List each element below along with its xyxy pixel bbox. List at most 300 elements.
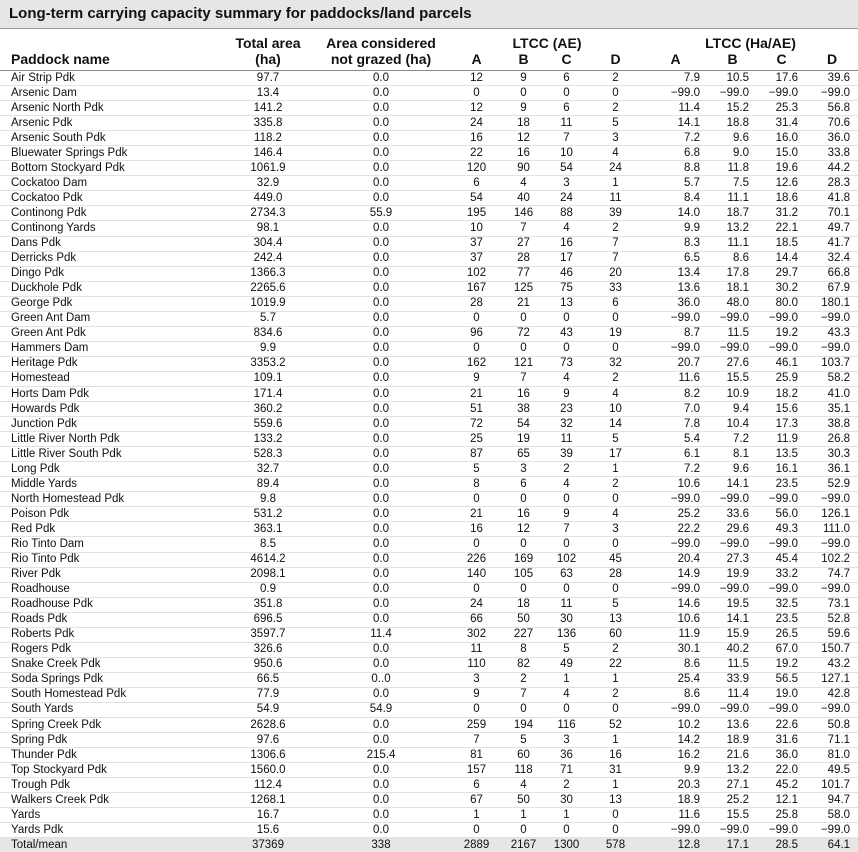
cell-ha-c: 17.6 [757,71,806,86]
cell-not-grazed-area: 11.4 [311,627,451,642]
cell-not-grazed-area: 0.0 [311,131,451,146]
cell-not-grazed-area: 0.0 [311,808,451,823]
cell-not-grazed-area: 0.0 [311,221,451,236]
cell-ae-c: 49 [545,657,588,672]
cell-not-grazed-area: 0.0 [311,371,451,386]
cell-paddock-name: Derricks Pdk [0,251,225,266]
cell-ae-c: 2 [545,778,588,793]
cell-ae-a: 11 [451,642,502,657]
cell-ha-b: 15.9 [708,627,757,642]
cell-paddock-name: Bluewater Springs Pdk [0,146,225,161]
cell-ae-c: 54 [545,161,588,176]
cell-ha-b: 8.1 [708,447,757,462]
cell-ha-d: 35.1 [806,402,858,417]
cell-ha-c: −99.0 [757,341,806,356]
cell-ha-a: 8.6 [643,657,708,672]
cell-total-area: 335.8 [225,116,311,131]
cell-total-area: 2628.6 [225,718,311,733]
cell-total-area: 9.8 [225,492,311,507]
cell-ha-b: 10.4 [708,417,757,432]
cell-ae-d: 0 [588,492,643,507]
cell-ha-a: 7.0 [643,402,708,417]
cell-ae-c: 73 [545,356,588,371]
cell-not-grazed-area: 0.0 [311,612,451,627]
cell-ha-d: 50.8 [806,718,858,733]
cell-ae-a: 9 [451,371,502,386]
cell-ha-c: 22.0 [757,763,806,778]
cell-ha-c: 56.0 [757,507,806,522]
header-ha-c: C [757,51,806,71]
cell-ha-b: −99.0 [708,537,757,552]
cell-ae-b: 0 [502,492,545,507]
cell-ae-b: 19 [502,432,545,447]
cell-paddock-name: Howards Pdk [0,402,225,417]
cell-not-grazed-area: 0.0 [311,71,451,86]
cell-ha-d: 71.1 [806,733,858,748]
cell-total-area: 109.1 [225,371,311,386]
cell-paddock-name: Green Ant Pdk [0,326,225,341]
cell-ha-c: −99.0 [757,492,806,507]
cell-paddock-name: Rio Tinto Pdk [0,552,225,567]
table-row [0,266,858,281]
cell-ha-b: −99.0 [708,341,757,356]
cell-ha-d: 81.0 [806,748,858,763]
cell-not-grazed-area: 0.0 [311,146,451,161]
cell-not-grazed-area: 0.0 [311,522,451,537]
table-row [0,206,858,221]
cell-ha-d: 36.1 [806,462,858,477]
cell-ha-b: 15.2 [708,101,757,116]
cell-ha-d: −99.0 [806,582,858,597]
cell-ha-c: 36.0 [757,748,806,763]
cell-ha-d: 101.7 [806,778,858,793]
cell-ae-a: 5 [451,462,502,477]
cell-ae-d: 2 [588,687,643,702]
cell-not-grazed-area: 338 [311,838,451,852]
cell-not-grazed-area: 0.0 [311,176,451,191]
table-title: Long-term carrying capacity summary for paddocks/land parcels [0,0,858,29]
cell-ae-b: 7 [502,371,545,386]
cell-ha-c: −99.0 [757,702,806,717]
cell-paddock-name: Trough Pdk [0,778,225,793]
cell-paddock-name: Continong Yards [0,221,225,236]
cell-ae-a: 6 [451,778,502,793]
cell-ae-d: 11 [588,191,643,206]
cell-ha-a: 5.4 [643,432,708,447]
cell-ha-b: −99.0 [708,582,757,597]
cell-ae-b: 0 [502,86,545,101]
cell-ae-c: 1 [545,672,588,687]
cell-ha-a: 13.4 [643,266,708,281]
cell-paddock-name: Horts Dam Pdk [0,386,225,401]
cell-ae-b: 50 [502,793,545,808]
cell-not-grazed-area: 0.0 [311,161,451,176]
cell-ae-d: 2 [588,642,643,657]
cell-total-area: 146.4 [225,146,311,161]
cell-ae-b: 9 [502,101,545,116]
cell-ae-b: 169 [502,552,545,567]
cell-ha-c: 19.2 [757,657,806,672]
cell-total-area: 559.6 [225,417,311,432]
cell-ha-c: 16.0 [757,131,806,146]
cell-ha-c: 32.5 [757,597,806,612]
cell-ha-c: 18.6 [757,191,806,206]
cell-ae-d: 33 [588,281,643,296]
cell-total-area: 449.0 [225,191,311,206]
cell-ae-d: 39 [588,206,643,221]
cell-ha-a: 5.7 [643,176,708,191]
cell-ae-c: 6 [545,71,588,86]
cell-ha-a: 18.9 [643,793,708,808]
cell-ha-b: 10.9 [708,386,757,401]
cell-total-area: 834.6 [225,326,311,341]
cell-paddock-name: Roadhouse Pdk [0,597,225,612]
cell-ha-c: 14.4 [757,251,806,266]
cell-ae-a: 81 [451,748,502,763]
cell-ha-a: 16.2 [643,748,708,763]
cell-not-grazed-area: 0.0 [311,236,451,251]
cell-ae-d: 5 [588,432,643,447]
cell-ha-a: −99.0 [643,86,708,101]
table-row [0,748,858,763]
cell-ha-c: 29.7 [757,266,806,281]
total-row [0,838,858,852]
cell-ha-a: 30.1 [643,642,708,657]
cell-ae-c: 3 [545,176,588,191]
cell-ha-b: 9.0 [708,146,757,161]
cell-ha-d: 180.1 [806,296,858,311]
cell-total-area: 66.5 [225,672,311,687]
cell-ha-c: 18.2 [757,386,806,401]
cell-ae-d: 4 [588,386,643,401]
cell-ae-c: 17 [545,251,588,266]
cell-ae-a: 16 [451,131,502,146]
cell-ae-a: 24 [451,116,502,131]
cell-paddock-name: Total/mean [0,838,225,852]
cell-ae-c: 43 [545,326,588,341]
cell-ha-c: 19.0 [757,687,806,702]
cell-ae-b: 227 [502,627,545,642]
cell-ha-a: 11.9 [643,627,708,642]
cell-total-area: 1560.0 [225,763,311,778]
cell-ae-a: 7 [451,733,502,748]
cell-ha-d: 126.1 [806,507,858,522]
cell-ha-a: 7.2 [643,131,708,146]
cell-ae-c: 1 [545,808,588,823]
cell-ae-b: 40 [502,191,545,206]
cell-ha-b: 33.9 [708,672,757,687]
cell-total-area: 304.4 [225,236,311,251]
cell-ae-a: 22 [451,146,502,161]
cell-ae-b: 18 [502,597,545,612]
cell-total-area: 4614.2 [225,552,311,567]
cell-ae-d: 32 [588,356,643,371]
cell-not-grazed-area: 0.0 [311,778,451,793]
cell-paddock-name: Cockatoo Dam [0,176,225,191]
cell-paddock-name: Soda Springs Pdk [0,672,225,687]
cell-ae-c: 24 [545,191,588,206]
table-row [0,462,858,477]
cell-ha-d: 64.1 [806,838,858,852]
cell-ae-b: 0 [502,702,545,717]
cell-ae-d: 24 [588,161,643,176]
cell-ae-b: 82 [502,657,545,672]
cell-total-area: 16.7 [225,808,311,823]
cell-ha-b: 13.6 [708,718,757,733]
cell-paddock-name: Continong Pdk [0,206,225,221]
cell-ae-c: 46 [545,266,588,281]
cell-ha-a: 13.6 [643,281,708,296]
cell-not-grazed-area: 0.0 [311,266,451,281]
cell-paddock-name: Middle Yards [0,477,225,492]
cell-ae-c: 13 [545,296,588,311]
cell-ha-d: 41.8 [806,191,858,206]
cell-ha-d: 52.8 [806,612,858,627]
cell-not-grazed-area: 0.0 [311,417,451,432]
cell-total-area: 89.4 [225,477,311,492]
cell-not-grazed-area: 0.0 [311,447,451,462]
cell-paddock-name: Red Pdk [0,522,225,537]
cell-ae-b: 50 [502,612,545,627]
cell-ae-b: 0 [502,341,545,356]
cell-ha-c: 19.2 [757,326,806,341]
cell-not-grazed-area: 55.9 [311,206,451,221]
table-row [0,492,858,507]
cell-ha-a: 25.2 [643,507,708,522]
header-not-grazed-line1: Area considered [311,29,451,51]
cell-ae-b: 18 [502,116,545,131]
cell-ae-b: 72 [502,326,545,341]
cell-ae-d: 3 [588,522,643,537]
cell-ae-c: 4 [545,687,588,702]
cell-not-grazed-area: 0.0 [311,492,451,507]
cell-ae-a: 24 [451,597,502,612]
table-row [0,763,858,778]
cell-ha-b: 18.1 [708,281,757,296]
cell-ha-d: 58.2 [806,371,858,386]
cell-paddock-name: Yards [0,808,225,823]
cell-ae-d: 14 [588,417,643,432]
cell-ha-d: 67.9 [806,281,858,296]
cell-paddock-name: Spring Pdk [0,733,225,748]
header-ha-a: A [643,51,708,71]
cell-ha-b: 10.5 [708,71,757,86]
cell-ae-c: 7 [545,522,588,537]
cell-ae-a: 110 [451,657,502,672]
cell-ha-d: 28.3 [806,176,858,191]
cell-not-grazed-area: 0.0 [311,116,451,131]
cell-ha-a: 20.7 [643,356,708,371]
cell-paddock-name: Duckhole Pdk [0,281,225,296]
cell-ha-a: 14.0 [643,206,708,221]
cell-not-grazed-area: 0.0 [311,386,451,401]
cell-ae-d: 20 [588,266,643,281]
cell-paddock-name: Dans Pdk [0,236,225,251]
cell-ha-b: 15.5 [708,808,757,823]
cell-ha-a: 10.2 [643,718,708,733]
cell-ha-a: 14.6 [643,597,708,612]
cell-ae-c: 23 [545,402,588,417]
cell-ae-a: 66 [451,612,502,627]
cell-not-grazed-area: 0.0 [311,326,451,341]
cell-ha-a: 6.8 [643,146,708,161]
cell-ae-d: 1 [588,462,643,477]
cell-ae-c: 75 [545,281,588,296]
cell-paddock-name: Long Pdk [0,462,225,477]
cell-paddock-name: Little River North Pdk [0,432,225,447]
cell-ae-a: 12 [451,101,502,116]
cell-not-grazed-area: 0.0 [311,687,451,702]
cell-total-area: 118.2 [225,131,311,146]
cell-ae-d: 60 [588,627,643,642]
cell-ae-d: 28 [588,567,643,582]
table-row [0,733,858,748]
cell-paddock-name: Heritage Pdk [0,356,225,371]
cell-ha-c: 28.5 [757,838,806,852]
cell-ha-c: 25.3 [757,101,806,116]
cell-ae-b: 12 [502,131,545,146]
cell-ae-a: 25 [451,432,502,447]
cell-ha-a: 8.3 [643,236,708,251]
cell-ha-a: 14.9 [643,567,708,582]
cell-paddock-name: South Homestead Pdk [0,687,225,702]
cell-total-area: 1061.9 [225,161,311,176]
cell-ae-c: 11 [545,597,588,612]
cell-ae-b: 0 [502,823,545,838]
cell-ae-b: 125 [502,281,545,296]
cell-total-area: 9.9 [225,341,311,356]
cell-total-area: 2098.1 [225,567,311,582]
cell-ae-a: 72 [451,417,502,432]
cell-paddock-name: Arsenic North Pdk [0,101,225,116]
cell-ae-b: 60 [502,748,545,763]
cell-ae-c: 39 [545,447,588,462]
cell-paddock-name: Dingo Pdk [0,266,225,281]
cell-ae-c: 0 [545,86,588,101]
cell-ha-c: 33.2 [757,567,806,582]
cell-ae-a: 8 [451,477,502,492]
table-row [0,356,858,371]
cell-ae-a: 102 [451,266,502,281]
cell-ha-d: 127.1 [806,672,858,687]
cell-total-area: 950.6 [225,657,311,672]
cell-ha-d: 44.2 [806,161,858,176]
cell-total-area: 2734.3 [225,206,311,221]
cell-paddock-name: Spring Creek Pdk [0,718,225,733]
cell-total-area: 98.1 [225,221,311,236]
cell-ha-d: 30.3 [806,447,858,462]
cell-ha-c: 25.8 [757,808,806,823]
cell-ha-c: 17.3 [757,417,806,432]
cell-ae-b: 194 [502,718,545,733]
cell-ae-a: 0 [451,702,502,717]
cell-ha-c: 11.9 [757,432,806,447]
cell-total-area: 531.2 [225,507,311,522]
cell-ae-d: 19 [588,326,643,341]
cell-ha-c: 45.4 [757,552,806,567]
cell-ae-b: 54 [502,417,545,432]
table-row [0,537,858,552]
cell-ha-b: 8.6 [708,251,757,266]
cell-ha-c: 25.9 [757,371,806,386]
cell-ae-d: 7 [588,251,643,266]
cell-not-grazed-area: 0.0 [311,341,451,356]
cell-ha-b: 11.1 [708,191,757,206]
table-row [0,101,858,116]
cell-total-area: 360.2 [225,402,311,417]
cell-not-grazed-area: 0.0 [311,657,451,672]
cell-paddock-name: Top Stockyard Pdk [0,763,225,778]
cell-ae-b: 7 [502,687,545,702]
cell-ae-c: 0 [545,341,588,356]
table-row [0,447,858,462]
table-header [0,29,858,71]
cell-ha-d: 73.1 [806,597,858,612]
table-row [0,371,858,386]
header-paddock-name: Paddock name [0,51,225,71]
cell-paddock-name: Roads Pdk [0,612,225,627]
cell-ha-b: −99.0 [708,492,757,507]
cell-ha-b: 11.5 [708,657,757,672]
cell-ae-b: 146 [502,206,545,221]
cell-ae-d: 52 [588,718,643,733]
cell-ha-b: 11.1 [708,236,757,251]
cell-ha-d: −99.0 [806,537,858,552]
cell-ha-a: −99.0 [643,311,708,326]
cell-ha-d: 70.1 [806,206,858,221]
cell-ha-b: −99.0 [708,86,757,101]
cell-ha-a: −99.0 [643,492,708,507]
cell-ae-a: 0 [451,86,502,101]
cell-ha-c: 46.1 [757,356,806,371]
table-row [0,236,858,251]
cell-ha-a: 25.4 [643,672,708,687]
cell-ha-d: 103.7 [806,356,858,371]
cell-ae-a: 54 [451,191,502,206]
header-ae-d: D [588,51,643,71]
cell-ae-d: 10 [588,402,643,417]
cell-ae-a: 3 [451,672,502,687]
cell-ha-a: 7.8 [643,417,708,432]
cell-ae-b: 90 [502,161,545,176]
table-row [0,778,858,793]
cell-ae-b: 38 [502,402,545,417]
cell-ha-c: −99.0 [757,311,806,326]
cell-ae-c: 36 [545,748,588,763]
cell-ha-a: −99.0 [643,341,708,356]
cell-ae-b: 16 [502,386,545,401]
table-row [0,221,858,236]
table-row [0,311,858,326]
cell-ae-d: 1 [588,733,643,748]
cell-ae-c: 71 [545,763,588,778]
cell-ha-a: 8.7 [643,326,708,341]
cell-not-grazed-area: 0.0 [311,281,451,296]
cell-ha-d: 32.4 [806,251,858,266]
cell-ae-c: 88 [545,206,588,221]
table-row [0,793,858,808]
cell-not-grazed-area: 0.0 [311,462,451,477]
cell-ae-a: 87 [451,447,502,462]
cell-ae-a: 37 [451,236,502,251]
cell-ae-b: 28 [502,251,545,266]
table-row [0,612,858,627]
cell-total-area: 242.4 [225,251,311,266]
cell-ae-c: 10 [545,146,588,161]
cell-ae-b: 9 [502,71,545,86]
cell-ae-b: 7 [502,221,545,236]
cell-ha-b: 11.4 [708,687,757,702]
